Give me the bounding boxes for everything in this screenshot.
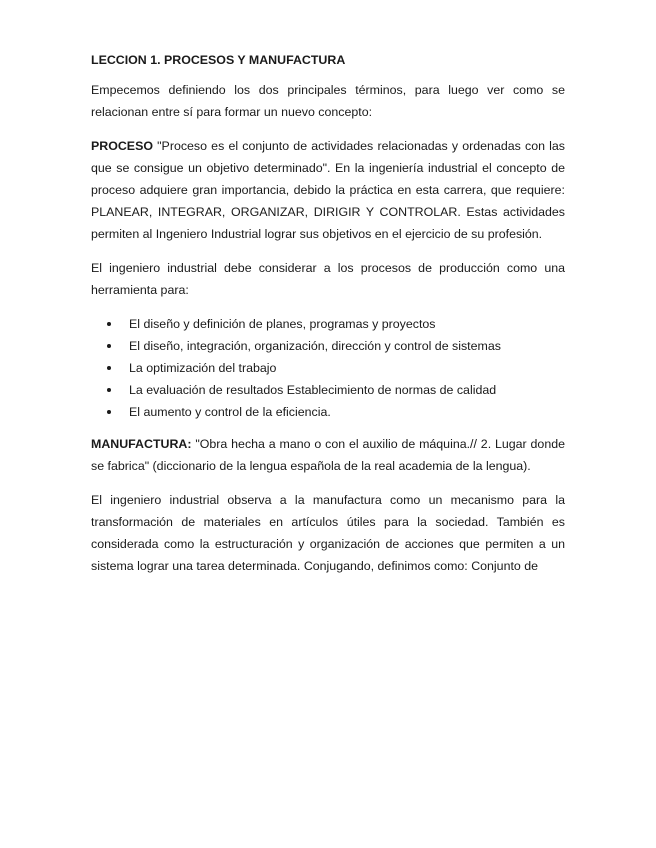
proceso-paragraph [91, 135, 565, 245]
tool-bullet-list [91, 313, 565, 423]
closing-paragraph: El ingeniero industrial observa a la manufactura como un mecanismo para la transformación de materiales en artículos útiles para la sociedad. También es considerada como la estructuración y organización de acciones que permiten a un sistema lograr una tarea determinada. Conjugando, definimos como: Conjunto de [91, 493, 565, 573]
manufactura-term: MANUFACTURA: [91, 437, 192, 451]
tool-intro-paragraph: El ingeniero industrial debe considerar a los procesos de producción como una herramienta para: [91, 261, 565, 297]
list-item: La evaluación de resultados Establecimiento de normas de calidad [129, 379, 565, 401]
proceso-term: PROCESO [91, 139, 153, 153]
lesson-title: LECCION 1. PROCESOS Y MANUFACTURA [91, 53, 346, 67]
list-item: El diseño y definición de planes, programas y proyectos [129, 313, 565, 335]
list-item: El diseño, integración, organización, dirección y control de sistemas [129, 335, 565, 357]
manufactura-paragraph [91, 433, 565, 477]
manufactura-definition: "Obra hecha a mano o con el auxilio de máquina.// 2. Lugar donde se fabrica" (diccionario de la lengua española de la real academia de la lengua). [91, 437, 565, 473]
list-item: El aumento y control de la eficiencia. [129, 401, 565, 423]
list-item: La optimización del trabajo [129, 357, 565, 379]
document-page [91, 49, 565, 589]
proceso-definition: "Proceso es el conjunto de actividades relacionadas y ordenadas con las que se consigue un objetivo determinado". En la ingeniería industrial el concepto de proceso adquiere gran importancia, debido la práctica en esta carrera, que requiere: PLANEAR, INTEGRAR, ORGANIZAR, DIRIGIR Y CONTROLAR. Estas actividades permiten al Ingeniero Industrial lograr sus objetivos en el ejercicio de su profesión. [91, 139, 565, 241]
intro-paragraph: Empecemos definiendo los dos principales términos, para luego ver como se relacionan entre sí para formar un nuevo concepto: [91, 83, 565, 119]
